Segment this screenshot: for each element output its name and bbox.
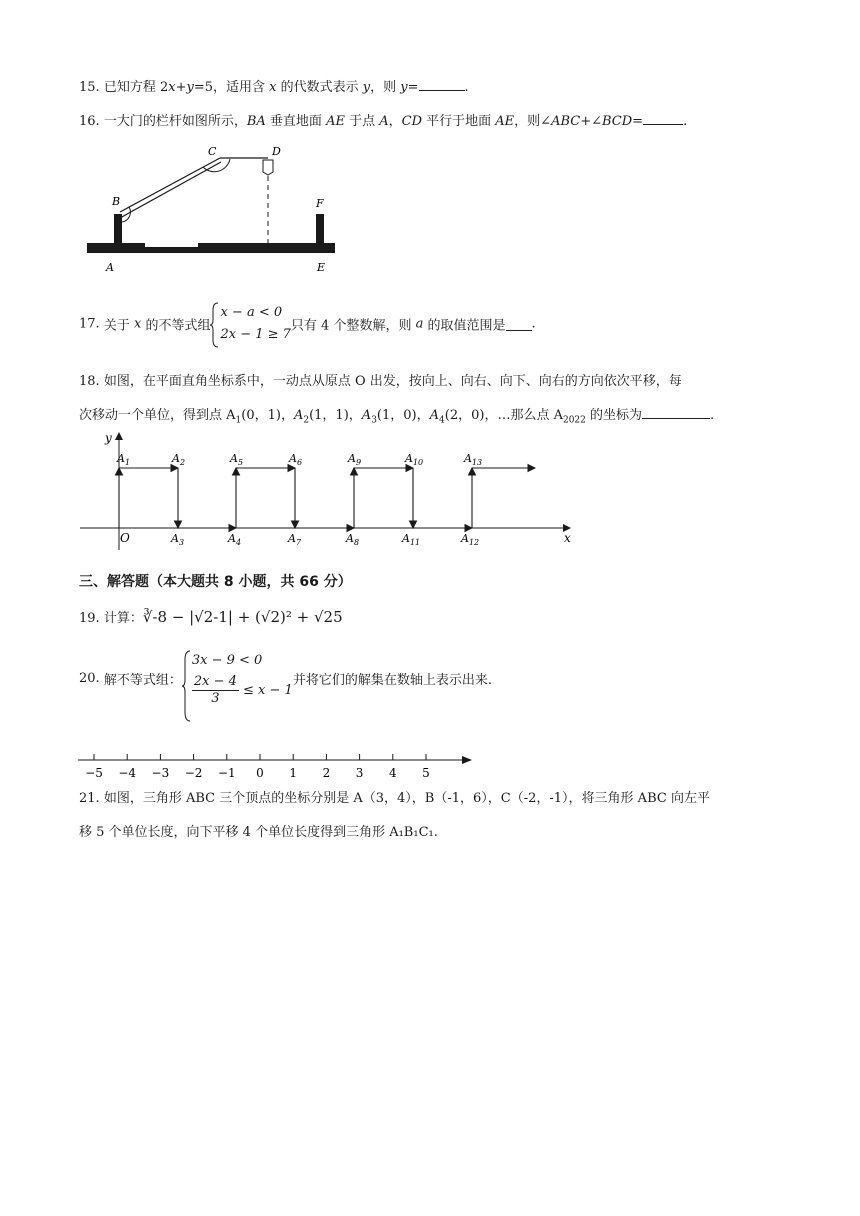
answer-blank[interactable] <box>506 318 532 331</box>
tick-label: −2 <box>184 766 203 780</box>
plus-sign: + <box>175 80 187 95</box>
segment-label: CD <box>401 114 422 129</box>
period: . <box>683 114 688 129</box>
var-a: a <box>415 316 424 332</box>
question-text: 的代数式表示 <box>276 80 363 95</box>
question-number: 21. <box>79 791 100 806</box>
answer-blank[interactable] <box>419 78 465 91</box>
arrow-head-icon <box>462 756 472 764</box>
inequality-system <box>182 650 293 707</box>
coordinate: (1，1) <box>309 408 349 423</box>
tick-label: 2 <box>322 766 331 780</box>
point-label-a9: $A_9$ <box>348 452 362 467</box>
tick-label: 5 <box>422 766 430 780</box>
var-x: x <box>168 80 176 95</box>
question-text: 关于 <box>103 318 134 334</box>
segment-label: BA <box>246 114 266 129</box>
label-a: A <box>106 261 114 274</box>
question-text: 的取值范围是 <box>423 318 506 334</box>
point-label-a3: $A_3$ <box>171 532 185 547</box>
point-label-a8: $A_8$ <box>346 532 360 547</box>
tick-label: −3 <box>151 766 170 780</box>
var-x: x <box>133 316 142 332</box>
label-d: D <box>272 145 281 158</box>
tick-label: −4 <box>118 766 137 780</box>
period: . <box>464 80 469 95</box>
question-21-line2 <box>79 821 438 840</box>
question-17 <box>79 302 536 346</box>
segment-label: AE <box>326 114 345 129</box>
var-x: x <box>269 80 277 95</box>
question-number: 15. <box>79 80 100 95</box>
question-text: 已知方程 2 <box>103 80 169 95</box>
inequality-tail: ≤ x − 1 <box>243 683 293 698</box>
question-text: 只有 4 个整数解，则 <box>290 318 416 334</box>
question-18-line1 <box>79 370 682 389</box>
question-text: 的坐标为 <box>585 408 643 423</box>
number-line <box>78 748 478 784</box>
coordinate: (0，1) <box>241 408 281 423</box>
question-19 <box>79 607 343 626</box>
question-15 <box>79 76 469 95</box>
tick-label: 1 <box>289 766 298 780</box>
brace-icon <box>210 302 219 348</box>
section-heading: 三、解答题（本大题共 8 小题，共 66 分） <box>79 574 352 590</box>
tick-label: 0 <box>256 766 264 780</box>
question-text: 如图，在平面直角坐标系中，一动点从原点 O 出发，按向上、向右、向下、向右的方向依次平移，每 <box>103 374 682 389</box>
subscript: 4 <box>439 415 445 426</box>
question-number: 16. <box>79 114 100 129</box>
question-text: ，则∠ <box>514 114 552 129</box>
answer-blank[interactable] <box>642 406 710 419</box>
question-text: 的不等式组 <box>141 318 211 334</box>
fraction-numerator: 2x − 4 <box>193 674 237 689</box>
segment-label: AE <box>495 114 515 129</box>
question-18-line2: 次移动一个单位，得到点 $A_1(0$，1)，$A_2(1$，1)，$A_3(1$，0)，$A_4(2$，0)，…那么点 $A_{2022}$ 的坐标为 . <box>79 408 715 426</box>
rail-bc <box>120 158 220 212</box>
inequality-row: 2x − 1 ≥ 7 <box>220 327 291 342</box>
coordinate: (2，0) <box>444 408 485 423</box>
subscript: 2022 <box>562 415 586 426</box>
coordinate: (1，0) <box>376 408 417 423</box>
top-point-labels <box>116 452 482 467</box>
point-label-a13: $A_{13}$ <box>464 452 483 467</box>
point-label-a4: $A_4$ <box>228 532 242 547</box>
question-text: =5，适用含 <box>193 80 270 95</box>
tick-label: 3 <box>355 766 364 780</box>
label-f: F <box>316 197 324 210</box>
point-label-a6: $A_6$ <box>289 452 303 467</box>
tick-label: −5 <box>85 766 103 780</box>
question-text: 平行于地面 <box>422 114 496 129</box>
question-number: 19. <box>79 611 100 626</box>
question-label: 计算： <box>103 611 143 626</box>
bottom-point-labels <box>170 532 479 547</box>
answer-blank[interactable] <box>643 112 683 125</box>
point-label-a2: $A_2$ <box>172 452 186 467</box>
var-y: y <box>400 80 408 95</box>
point-label-a11: $A_{11}$ <box>402 532 421 547</box>
equals-sign: = <box>407 80 419 95</box>
post-e <box>316 214 324 244</box>
brace-icon <box>182 650 191 722</box>
label-b: B <box>112 195 121 208</box>
x-axis-label: x <box>564 531 571 545</box>
movement-path <box>119 468 535 528</box>
angle-label: BCD <box>602 114 633 129</box>
var-y: y <box>186 80 194 95</box>
inequality-system <box>210 302 290 346</box>
point-label-a12: $A_{12}$ <box>461 532 480 547</box>
question-text: 次移动一个单位，得到点 A <box>79 408 236 423</box>
var-y: y <box>362 80 371 95</box>
point-label: A <box>293 408 304 423</box>
ground-gap <box>145 243 198 246</box>
y-axis-label: y <box>105 431 112 445</box>
question-text: 垂直地面 <box>265 114 327 129</box>
question-text: 如图，三角形 ABC 三个顶点的坐标分别是 A（3，4），B（-1，6），C（-2，-1），将三角形 ABC 向左平 <box>103 791 710 806</box>
inequality-row: x − a < 0 <box>220 305 283 320</box>
question-text: ，则 <box>370 80 401 95</box>
subscript: 3 <box>371 415 377 426</box>
question-text: 于点 <box>344 114 380 129</box>
gate-figure <box>80 140 350 280</box>
hook-d <box>263 160 273 175</box>
point-label-a1: $A_1$ <box>117 452 131 467</box>
ground-bar <box>87 243 335 253</box>
label-e: E <box>317 261 326 274</box>
path-figure <box>80 428 580 550</box>
origin-label: O <box>120 531 130 545</box>
angle-label: ABC <box>551 114 581 129</box>
label-c: C <box>208 145 217 158</box>
post-a <box>114 214 122 244</box>
subscript: 2 <box>303 415 310 426</box>
point-label-a7: $A_7$ <box>288 532 302 547</box>
point-label: A <box>379 114 389 129</box>
tick-label: 4 <box>388 766 397 780</box>
equals-sign: = <box>632 114 644 129</box>
point-label-a5: $A_5$ <box>230 452 244 467</box>
question-16 <box>79 110 687 129</box>
question-20 <box>79 650 492 707</box>
math-expression: ∛-8 − |√2-1| + (√2)² + √25 <box>142 608 343 626</box>
question-number: 20. <box>79 671 100 686</box>
inequality-row <box>192 672 293 707</box>
fraction <box>192 674 239 707</box>
question-text: ， <box>388 114 402 129</box>
subscript: 1 <box>235 415 242 426</box>
period: . <box>710 408 715 423</box>
question-label: 解不等式组： <box>103 673 182 688</box>
question-text: ，…那么点 A <box>484 408 563 423</box>
period: . <box>531 316 536 332</box>
point-label-a10: $A_{10}$ <box>405 452 424 467</box>
point-label: A <box>429 408 440 423</box>
question-text: 一大门的栏杆如图所示， <box>103 114 247 129</box>
question-21-line1 <box>79 787 710 806</box>
question-number: 18. <box>79 374 100 389</box>
point-label: A <box>361 408 372 423</box>
tick-label: −1 <box>217 766 236 780</box>
question-text: 移 5 个单位长度，向下平移 4 个单位长度得到三角形 A₁B₁C₁. <box>79 825 438 840</box>
question-number: 17. <box>79 316 100 332</box>
tick-marks <box>85 754 430 780</box>
question-text: 并将它们的解集在数轴上表示出来. <box>292 673 492 688</box>
fraction-denominator: 3 <box>211 691 220 706</box>
rail-bc-inner <box>120 162 221 218</box>
question-text: +∠ <box>580 114 602 129</box>
inequality-row: 3x − 9 < 0 <box>191 653 263 668</box>
